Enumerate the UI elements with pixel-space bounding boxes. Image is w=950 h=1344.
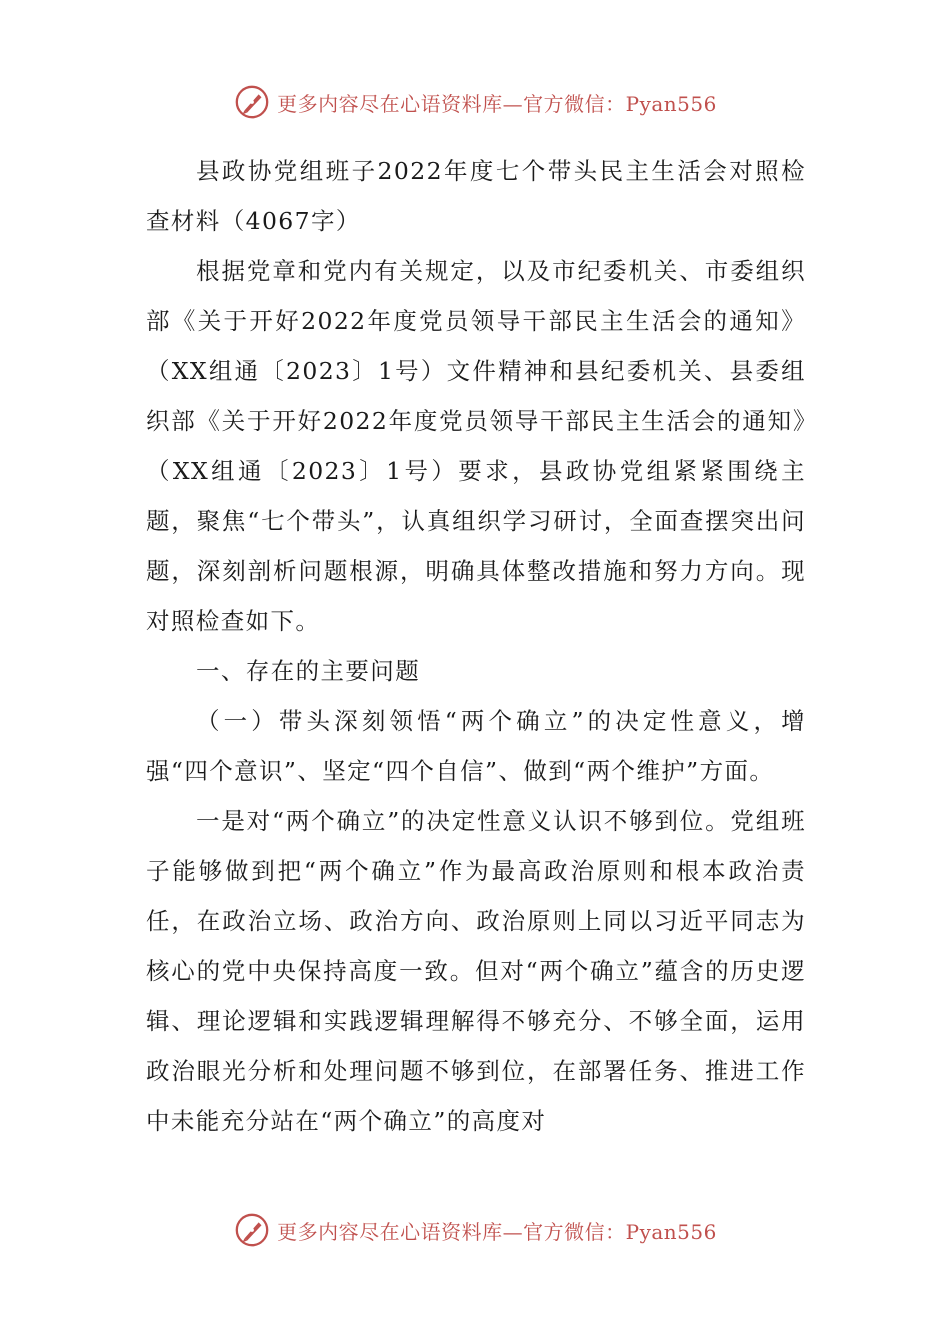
banner-text: 更多内容尽在心语资料库—官方微信：Pyan556 (277, 91, 717, 116)
pen-logo-icon (233, 83, 271, 121)
section-heading: 一、存在的主要问题 (196, 657, 421, 685)
subsection-heading: （一）带头深刻领悟“两个确立”的决定性意义，增强“四个意识”、坚定“四个自信”、做到“两个维护”方面。 (146, 707, 806, 785)
document-title: 县政协党组班子2022年度七个带头民主生活会对照检查材料（4067字） (146, 157, 806, 235)
paragraph: 一是对“两个确立”的决定性意义认识不够到位。党组班子能够做到把“两个确立”作为最高政治原则和根本政治责任，在政治立场、政治方向、政治原则上同以习近平同志为核心的党中央保持高度一致。但对“两个确立”蕴含的历史逻辑、理论逻辑和实践逻辑理解得不够充分、不够全面，运用政治眼光分析和处理问题不够到位，在部署任务、推进工作中未能充分站在“两个确立”的高度对 (146, 807, 806, 1135)
pen-logo-icon (233, 1211, 271, 1249)
footer-banner (0, 1208, 950, 1252)
paragraph: 根据党章和党内有关规定，以及市纪委机关、市委组织部《关于开好2022年度党员领导干部民主生活会的通知》（XX组通〔2023〕1号）文件精神和县纪委机关、县委组织部《关于开好2022年度党员领导干部民主生活会的通知》（XX组通〔2023〕1号）要求，县政协党组紧紧围绕主题，聚焦“七个带头”，认真组织学习研讨，全面查摆突出问题，深刻剖析问题根源，明确具体整改措施和努力方向。现对照检查如下。 (146, 257, 806, 635)
document-body (146, 146, 806, 1146)
banner-text: 更多内容尽在心语资料库—官方微信：Pyan556 (277, 1219, 717, 1244)
header-banner (0, 80, 950, 124)
